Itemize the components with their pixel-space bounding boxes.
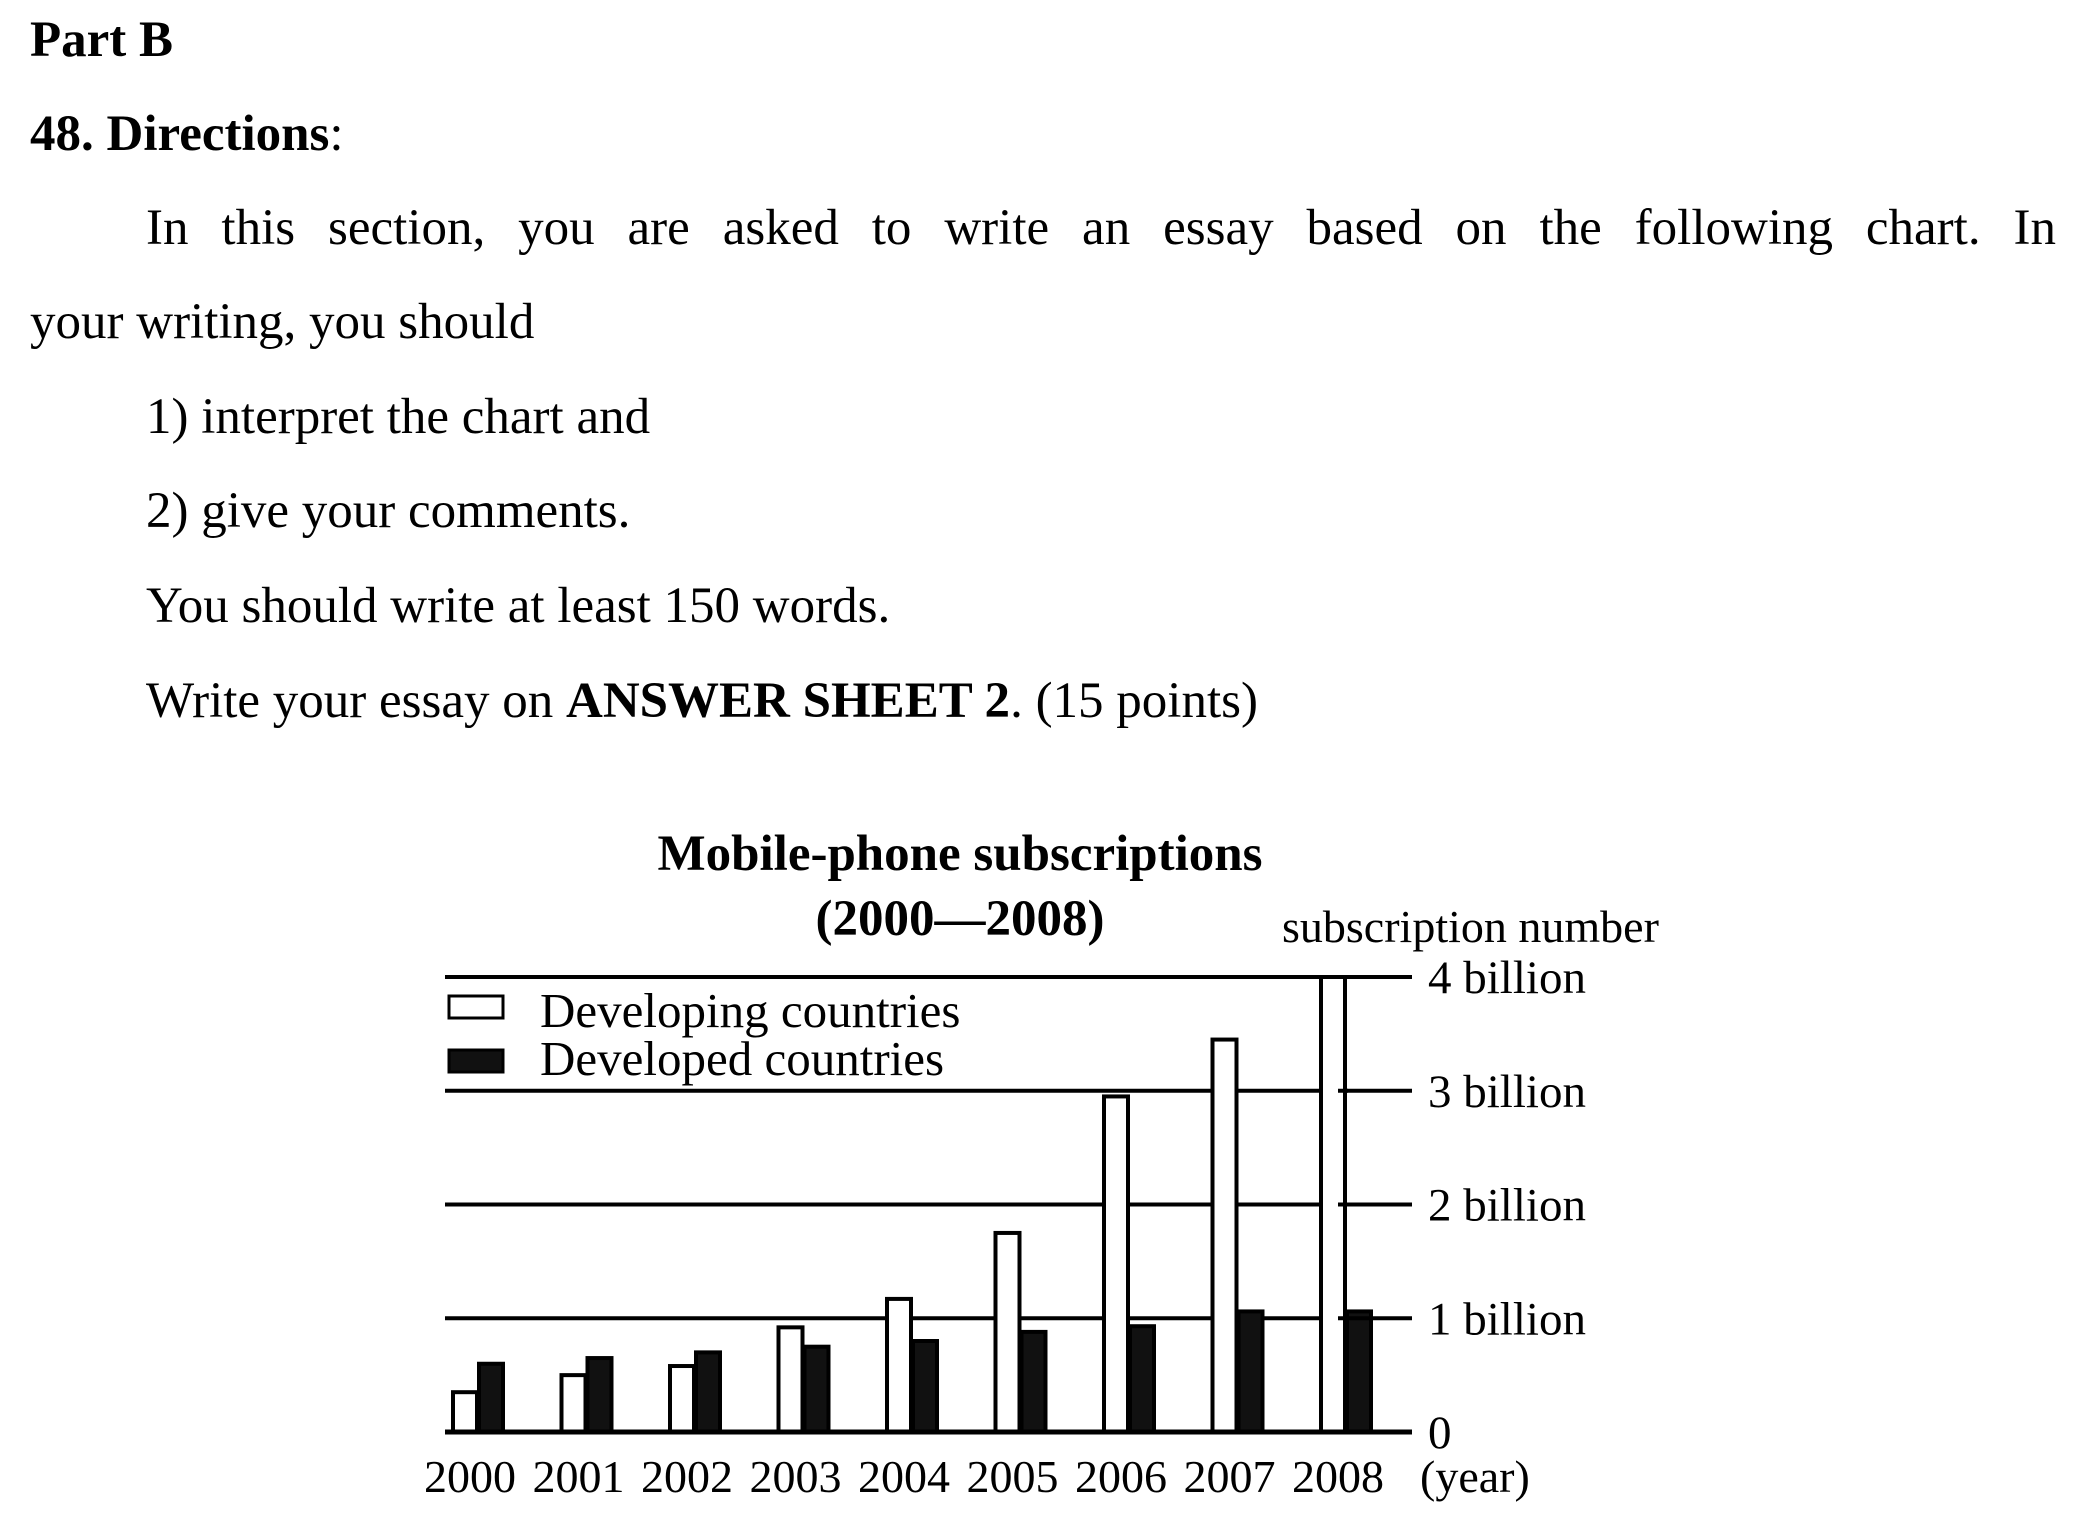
bar-developing-2004 bbox=[887, 1299, 911, 1432]
bar-developed-2003 bbox=[805, 1347, 829, 1432]
y-axis-title: subscription number bbox=[1282, 901, 1659, 952]
bar-developed-2001 bbox=[588, 1358, 612, 1432]
legend-swatch-developed bbox=[449, 1050, 503, 1072]
directions-label: 48. Directions bbox=[30, 106, 330, 162]
x-tick-label-2006: 2006 bbox=[1075, 1451, 1167, 1502]
bar-developed-2008 bbox=[1347, 1311, 1371, 1432]
bar-developed-2007 bbox=[1239, 1311, 1263, 1432]
bar-developing-2005 bbox=[996, 1233, 1020, 1432]
chart-subtitle: (2000—2008) bbox=[815, 891, 1105, 947]
y-tick-label-3: 3 billion bbox=[1428, 1065, 1586, 1118]
bar-developed-2006 bbox=[1130, 1326, 1154, 1432]
legend-swatch-developing bbox=[449, 996, 503, 1018]
y-tick-labels bbox=[1428, 952, 1586, 1459]
legend-label-developing: Developing countries bbox=[540, 983, 961, 1038]
y-tick-label-2: 2 billion bbox=[1428, 1179, 1586, 1232]
bar-developing-2001 bbox=[562, 1375, 586, 1432]
bar-developed-2005 bbox=[1022, 1332, 1046, 1432]
bar-developed-2004 bbox=[913, 1341, 937, 1432]
legend bbox=[449, 983, 960, 1086]
x-tick-label-2008: 2008 bbox=[1292, 1451, 1384, 1502]
x-tick-label-2004: 2004 bbox=[858, 1451, 950, 1502]
y-tick-label-1: 1 billion bbox=[1428, 1293, 1586, 1346]
bar-developing-2000 bbox=[453, 1392, 477, 1432]
x-tick-label-2005: 2005 bbox=[966, 1451, 1059, 1502]
x-tick-label-2007: 2007 bbox=[1183, 1451, 1276, 1502]
part-heading: Part B bbox=[30, 12, 174, 68]
bar-developed-2002 bbox=[696, 1352, 720, 1432]
directions-colon: : bbox=[329, 106, 344, 162]
bar-developing-2006 bbox=[1104, 1096, 1128, 1432]
x-tick-label-2001: 2001 bbox=[532, 1451, 625, 1502]
instruction-3: You should write at least 150 words. bbox=[146, 578, 891, 634]
x-tick-labels bbox=[424, 1451, 1384, 1502]
legend-label-developed: Developed countries bbox=[540, 1031, 945, 1086]
y-tick-label-0: 0 bbox=[1428, 1407, 1452, 1459]
bar-developed-2000 bbox=[479, 1364, 503, 1432]
x-tick-label-2000: 2000 bbox=[424, 1451, 516, 1502]
chart-title: Mobile-phone subscriptions bbox=[657, 826, 1263, 882]
instruction-4-suffix: . (15 points) bbox=[1010, 673, 1258, 729]
intro-line-2: your writing, you should bbox=[30, 294, 535, 350]
intro-line-1: In this section, you are asked to write an essay based on the following chart. In bbox=[146, 200, 2056, 256]
bar-developing-2003 bbox=[779, 1327, 803, 1432]
x-tick-label-2003: 2003 bbox=[749, 1451, 842, 1502]
instruction-1: 1) interpret the chart and bbox=[146, 389, 651, 445]
bar-developing-2007 bbox=[1213, 1040, 1237, 1432]
x-tick-label-2002: 2002 bbox=[641, 1451, 733, 1502]
bar-developing-2002 bbox=[670, 1366, 694, 1432]
y-tick-label-4: 4 billion bbox=[1428, 952, 1586, 1004]
instruction-2: 2) give your comments. bbox=[146, 483, 631, 539]
x-axis-unit: (year) bbox=[1420, 1451, 1530, 1502]
answer-sheet-label: ANSWER SHEET 2 bbox=[566, 673, 1011, 729]
instruction-4-prefix: Write your essay on bbox=[146, 673, 567, 729]
